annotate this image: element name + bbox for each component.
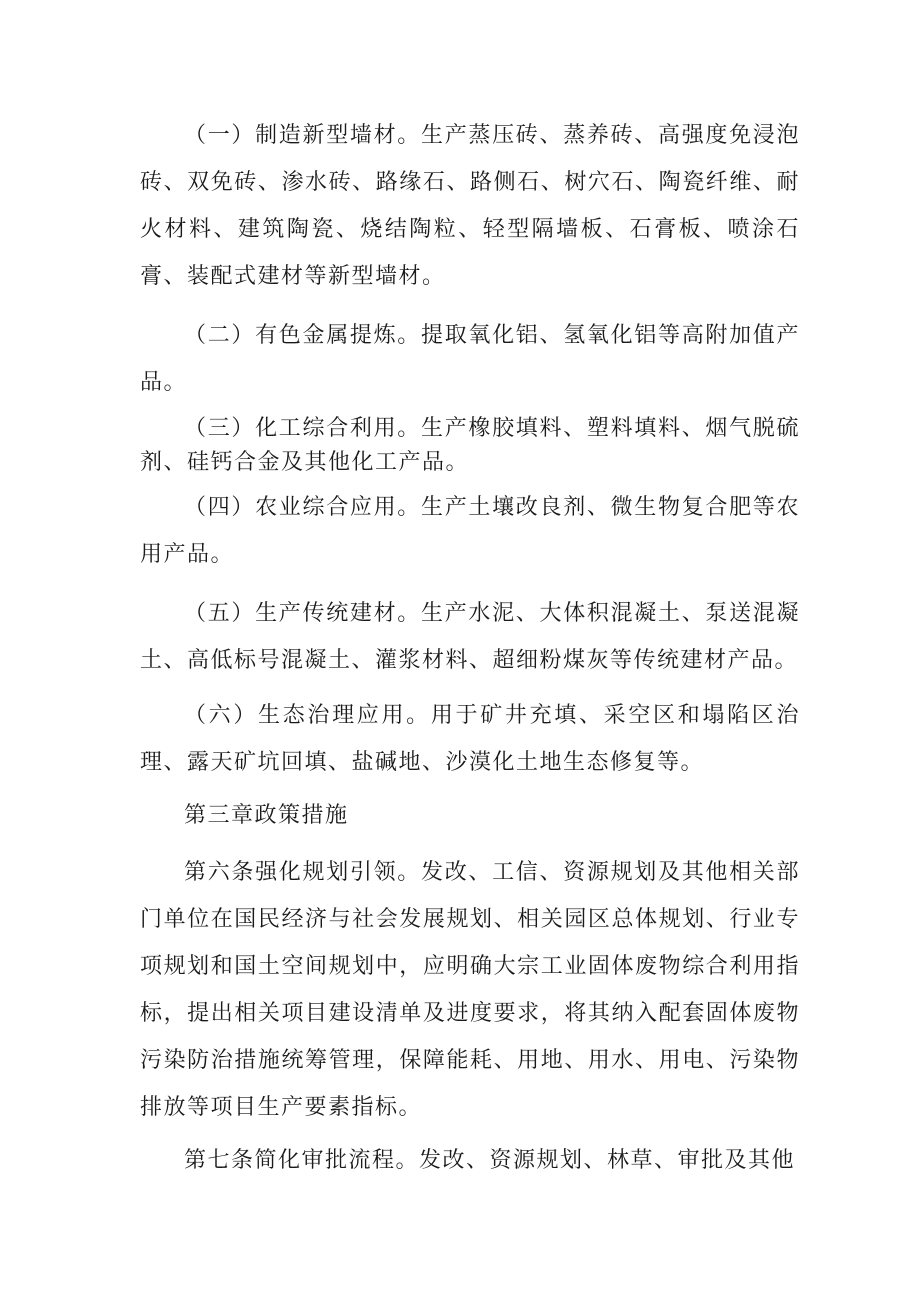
chapter-heading: 第三章政策措施 xyxy=(184,803,349,828)
paragraph-ecological-restoration: （六）生态治理应用。用于矿井充填、采空区和塌陷区治理、露天矿坑回填、盐碱地、沙漠化土地生态修复等。 xyxy=(140,703,800,775)
document-body xyxy=(140,112,800,1184)
article-six-planning-guidance: 第六条强化规划引领。发改、工信、资源规划及其他相关部门单位在国民经济与社会发展规划、相关园区总体规划、行业专项规划和国土空间规划中，应明确大宗工业固体废物综合利用指标，提出相关项目建设清单及进度要求，将其纳入配套固体废物污染防治措施统筹管理，保障能耗、用地、用水、用电、污染物排放等项目生产要素指标。 xyxy=(140,860,800,1120)
article-seven-approval-process: 第七条简化审批流程。发改、资源规划、林草、审批及其他 xyxy=(184,1148,796,1173)
paragraph-new-wall-materials: （一）制造新型墙材。生产蒸压砖、蒸养砖、高强度免浸泡砖、双免砖、渗水砖、路缘石、路侧石、树穴石、陶瓷纤维、耐火材料、建筑陶瓷、烧结陶粒、轻型隔墙板、石膏板、喷涂石膏、装配式建材等新型墙材。 xyxy=(140,123,800,289)
paragraph-chemical-utilization: （三）化工综合利用。生产橡胶填料、塑料填料、烟气脱硫剂、硅钙合金及其他化工产品。 xyxy=(140,416,800,475)
paragraph-nonferrous-metal-refining: （二）有色金属提炼。提取氧化铝、氢氧化铝等高附加值产品。 xyxy=(140,323,800,395)
paragraph-traditional-building-materials: （五）生产传统建材。生产水泥、大体积混凝土、泵送混凝土、高低标号混凝土、灌浆材料、超细粉煤灰等传统建材产品。 xyxy=(140,601,800,673)
paragraph-agricultural-application: （四）农业综合应用。生产土壤改良剂、微生物复合肥等农用产品。 xyxy=(140,495,800,567)
